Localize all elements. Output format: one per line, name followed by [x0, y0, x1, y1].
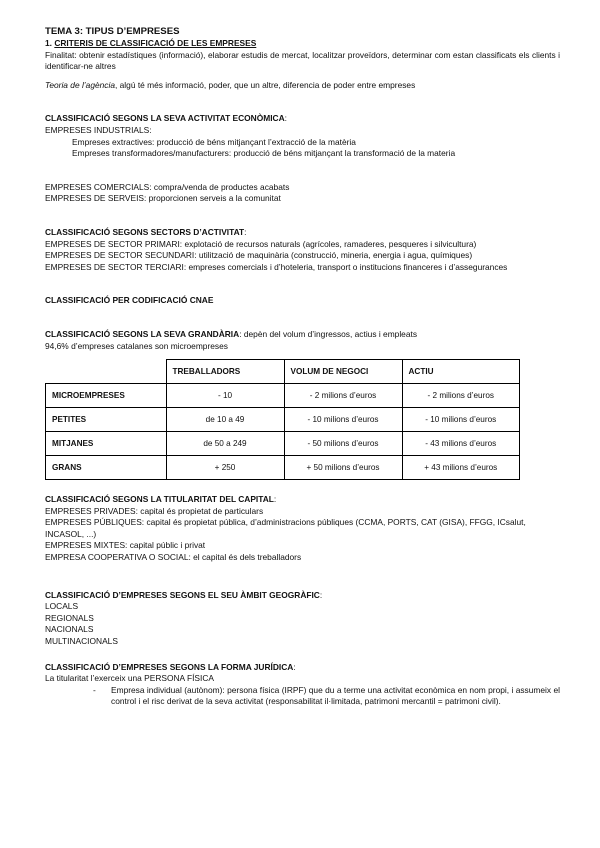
cell-actiu: - 10 milions d’euros	[402, 408, 520, 432]
header-treballadors: TREBALLADORS	[166, 360, 284, 384]
forma-bullet-text: Empresa individual (autònom): persona física (IRPF) que du a terme una activitat econòmica en nom propi, i assumeix el control i el risc derivat de la seva activitat (responsabilitat il·limitada, patrimoni mercantil = patrimoni civil).	[111, 684, 560, 707]
cell-volum: - 2 milions d’euros	[284, 384, 402, 408]
ambit-heading: CLASSIFICACIÓ D’EMPRESES SEGONS EL SEU ÀMBIT GEOGRÀFIC	[45, 589, 320, 600]
bullet-dash: -	[93, 684, 96, 695]
sector-terciari-text: EMPRESES DE SECTOR TERCIARI: empreses comercials i d’hoteleria, transport o institucions financeres i d’assegurances	[45, 261, 508, 272]
teoria-agencia-term: Teoria de l’agència	[45, 79, 115, 90]
cooperativa-text: EMPRESA COOPERATIVA O SOCIAL: el capital és dels treballadors	[45, 552, 302, 563]
header-actiu: ACTIU	[402, 360, 520, 384]
table-header-row	[46, 360, 520, 384]
cnae-heading: CLASSIFICACIÓ PER CODIFICACIÓ CNAE	[45, 295, 214, 306]
document-page	[45, 26, 560, 708]
sector-secundari-text: EMPRESES DE SECTOR SECUNDARI: utilització de maquinària (construcció, mineria, energia i agua, químiques)	[45, 250, 473, 261]
document-title: TEMA 3: TIPUS D’EMPRESES	[45, 26, 180, 37]
row-label: PETITES	[46, 408, 167, 432]
cell-actiu: + 43 milions d’euros	[402, 456, 520, 480]
list-item: REGIONALS	[45, 612, 94, 623]
privades-text: EMPRESES PRIVADES: capital és propietat de particulars	[45, 505, 264, 516]
grandaria-table	[45, 359, 520, 480]
sectors-heading: CLASSIFICACIÓ SEGONS SECTORS D’ACTIVITAT	[45, 226, 245, 237]
table-corner-cell	[46, 360, 167, 384]
cell-actiu: - 43 milions d’euros	[402, 432, 520, 456]
cell-treballadors: + 250	[166, 456, 284, 480]
section-1-heading	[45, 38, 560, 50]
table-row	[46, 408, 520, 432]
ambit-heading-line: CLASSIFICACIÓ D’EMPRESES SEGONS EL SEU ÀMBIT GEOGRÀFIC:	[45, 589, 323, 600]
row-label: MICROEMPRESES	[46, 384, 167, 408]
table-row	[46, 432, 520, 456]
cell-volum: + 50 milions d’euros	[284, 456, 402, 480]
row-label: GRANS	[46, 456, 167, 480]
transformadores-text: Empreses transformadores/manufacturers: producció de béns mitjançant la transformació de la materia	[72, 148, 456, 159]
cell-volum: - 50 milions d’euros	[284, 432, 402, 456]
cell-actiu: - 2 milions d’euros	[402, 384, 520, 408]
grandaria-line	[45, 329, 560, 341]
row-label: MITJANES	[46, 432, 167, 456]
grandaria-note: 94,6% d’empreses catalanes son microempreses	[45, 340, 228, 351]
teoria-agencia-rest: , algú té més informació, poder, que un altre, diferencia de poder entre empreses	[115, 79, 416, 90]
cell-volum: - 10 milions d’euros	[284, 408, 402, 432]
sectors-heading-line: CLASSIFICACIÓ SEGONS SECTORS D’ACTIVITAT:	[45, 226, 247, 237]
header-volum-negoci: VOLUM DE NEGOCI	[284, 360, 402, 384]
activitat-heading-line: CLASSIFICACIÓ SEGONS LA SEVA ACTIVITAT ECONÒMICA:	[45, 113, 287, 124]
cell-treballadors: de 50 a 249	[166, 432, 284, 456]
mixtes-text: EMPRESES MIXTES: capital públic i privat	[45, 540, 206, 551]
table-row	[46, 456, 520, 480]
industrials-text: EMPRESES INDUSTRIALS:	[45, 124, 152, 135]
list-item: NACIONALS	[45, 624, 94, 635]
cell-treballadors: - 10	[166, 384, 284, 408]
forma-intro: La titularitat l’exerceix una PERSONA FÍSICA	[45, 673, 214, 684]
cell-treballadors: de 10 a 49	[166, 408, 284, 432]
list-item: MULTINACIONALS	[45, 636, 118, 647]
teoria-agencia-text	[45, 80, 560, 92]
extractives-text: Empreses extractives: producció de béns mitjançant l’extracció de la matèria	[72, 136, 356, 147]
forma-heading: CLASSIFICACIÓ D’EMPRESES SEGONS LA FORMA JURÍDICA	[45, 661, 294, 672]
publiques-text: EMPRESES PÚBLIQUES: capital és propietat pública, d’administracions públiques (CCMA, PORTS, CAT (GISA), FFGG, ICsalut, INCASOL, ...)	[45, 517, 526, 539]
serveis-text: EMPRESES DE SERVEIS: proporcionen serveis a la comunitat	[45, 193, 281, 204]
list-item: LOCALS	[45, 601, 79, 612]
titularitat-heading-line: CLASSIFICACIÓ SEGONS LA TITULARITAT DEL CAPITAL:	[45, 494, 277, 505]
section-1-title: CRITERIS DE CLASSIFICACIÓ DE LES EMPRESES	[54, 38, 257, 48]
grandaria-desc: : depèn del volum d’ingressos, actius i empleats	[239, 328, 418, 339]
table-row	[46, 384, 520, 408]
finalitat-text: Finalitat: obtenir estadístiques (informació), elaborar estudis de mercat, localitzar proveïdors, determinar com estan classificats els clients i identificar-ne altres	[45, 49, 560, 72]
activitat-heading: CLASSIFICACIÓ SEGONS LA SEVA ACTIVITAT ECONÒMICA	[45, 113, 285, 124]
forma-bullet-item	[45, 685, 560, 708]
titularitat-heading: CLASSIFICACIÓ SEGONS LA TITULARITAT DEL CAPITAL	[45, 494, 274, 505]
grandaria-heading: CLASSIFICACIÓ SEGONS LA SEVA GRANDÀRIA	[45, 328, 240, 339]
section-1-number: 1.	[45, 38, 52, 48]
forma-heading-line: CLASSIFICACIÓ D’EMPRESES SEGONS LA FORMA JURÍDICA:	[45, 661, 296, 672]
comercials-text: EMPRESES COMERCIALS: compra/venda de productes acabats	[45, 181, 290, 192]
sector-primari-text: EMPRESES DE SECTOR PRIMARI: explotació de recursos naturals (agrícoles, ramaderes, pesqueres i silvicultura)	[45, 238, 477, 249]
